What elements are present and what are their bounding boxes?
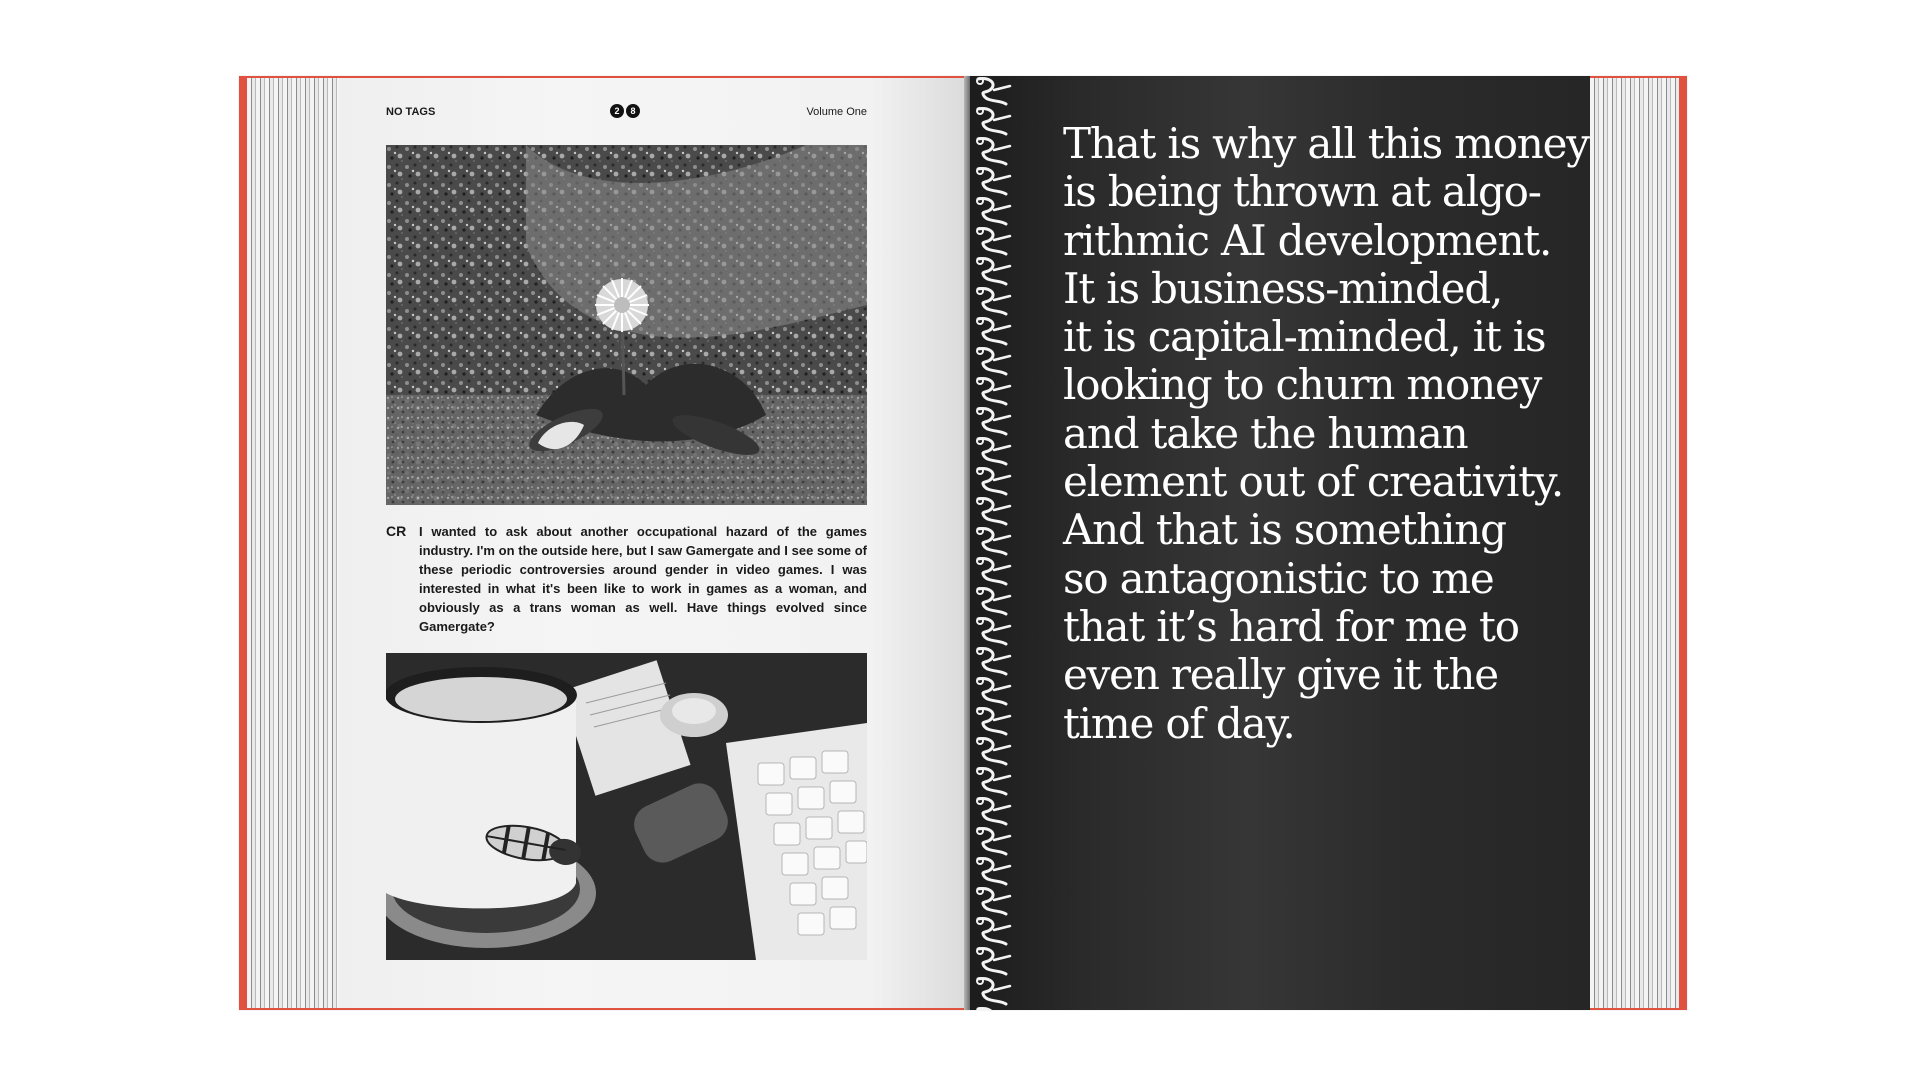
left-page — [339, 76, 964, 1010]
quote-line: looking to churn money — [1063, 360, 1542, 410]
quote-line: time of day. — [1063, 698, 1295, 748]
open-book — [239, 76, 1687, 1010]
quote-line: element out of creativity. — [1063, 457, 1563, 507]
left-page-edges — [239, 76, 339, 1010]
cover-bottom-edge — [247, 1008, 339, 1010]
cover-top-edge — [247, 76, 339, 78]
quote-line: is being thrown at algo- — [1063, 167, 1541, 217]
quote-line: And that is something — [1063, 505, 1506, 555]
interview-question-block — [386, 522, 867, 636]
quote-line: even really give it the — [1063, 650, 1498, 700]
page-number-digit: 8 — [626, 104, 640, 118]
quote-line: rithmic AI development. — [1063, 215, 1552, 265]
running-title: NO TAGS — [386, 106, 436, 118]
mug-keyboard-photo-icon — [386, 653, 867, 960]
mug-keyboard-photo — [386, 653, 867, 960]
quote-line: it is capital-minded, it is — [1063, 312, 1546, 362]
quote-line: that it’s hard for me to — [1063, 601, 1519, 651]
pull-quote — [1063, 119, 1589, 748]
volume-label: Volume One — [806, 106, 867, 118]
running-header — [386, 104, 867, 122]
cover-top-edge — [1590, 76, 1679, 78]
cover-bottom-edge — [1590, 1008, 1679, 1010]
speaker-initials: CR — [386, 523, 407, 539]
quote-line: It is business-minded, — [1063, 263, 1503, 313]
right-page — [970, 76, 1590, 1010]
quote-line: so antagonistic to me — [1063, 553, 1494, 603]
dandelion-photo-icon — [386, 145, 867, 505]
dandelion-photo — [386, 145, 867, 505]
right-page-edges — [1590, 76, 1687, 1010]
figure-chain-icon — [970, 76, 1018, 1010]
quote-line: That is why all this money — [1063, 119, 1589, 168]
page-number-digit: 2 — [610, 104, 624, 118]
interview-question: I wanted to ask about another occupational hazard of the games industry. I'm on the outside here, but I saw Gamergate and I see some of these periodic controversies around gender in video games. I was interested in what it's been like to work in games as a woman, and obviously as a trans woman as well. Have things evolved since Gamergate? — [419, 524, 867, 634]
quote-line: and take the human — [1063, 408, 1468, 458]
page-number — [610, 104, 640, 118]
